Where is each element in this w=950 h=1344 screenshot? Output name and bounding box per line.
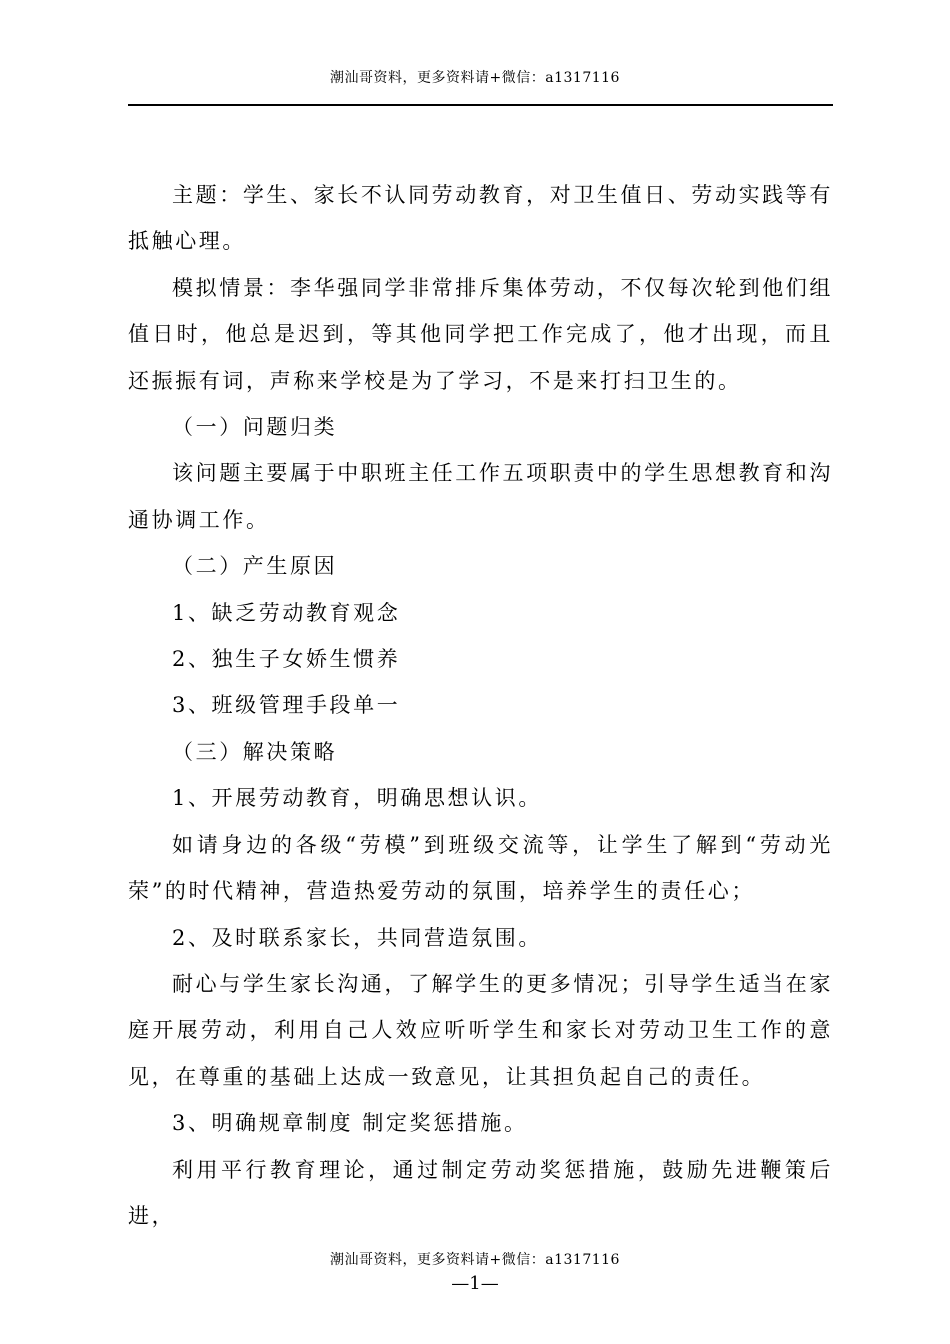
strategy-detail-3: 利用平行教育理论，通过制定劳动奖惩措施，鼓励先进鞭策后进， [128, 1157, 833, 1228]
section-heading-problem-classification: （一）问题归类 [172, 415, 338, 440]
paragraph-classification: 该问题主要属于中职班主任工作五项职责中的学生思想教育和沟通协调工作。 [128, 461, 833, 532]
strategy-heading-1: 1、开展劳动教育，明确思想认识。 [172, 786, 542, 811]
header-divider [128, 104, 833, 106]
cause-item-1: 1、缺乏劳动教育观念 [172, 600, 401, 625]
page-number: —1— [451, 1273, 499, 1294]
strategy-heading-3: 3、明确规章制度 制定奖惩措施。 [172, 1111, 528, 1136]
paragraph-scenario: 模拟情景：李华强同学非常排斥集体劳动，不仅每次轮到他们组值日时，他总是迟到，等其他同学把工作完成了，他才出现，而且还振振有词，声称来学校是为了学习，不是来打扫卫生的。 [128, 275, 833, 393]
section-heading-strategies: （三）解决策略 [172, 739, 338, 764]
page-footer: 潮汕哥资料，更多资料请+微信：a1317116 [330, 1252, 620, 1268]
cause-item-2: 2、独生子女娇生惯养 [172, 647, 401, 672]
document-body [128, 172, 833, 1239]
strategy-detail-2: 耐心与学生家长沟通，了解学生的更多情况；引导学生适当在家庭开展劳动，利用自己人效应听听学生和家长对劳动卫生工作的意见，在尊重的基础上达成一致意见，让其担负起自己的责任。 [128, 971, 833, 1089]
strategy-detail-1: 如请身边的各级“劳模”到班级交流等，让学生了解到“劳动光荣”的时代精神，营造热爱劳动的氛围，培养学生的责任心； [128, 832, 833, 904]
cause-item-3: 3、班级管理手段单一 [172, 693, 401, 718]
page-header: 潮汕哥资料，更多资料请+微信：a1317116 [330, 70, 620, 86]
paragraph-topic: 主题：学生、家长不认同劳动教育，对卫生值日、劳动实践等有抵触心理。 [128, 183, 833, 254]
strategy-heading-2: 2、及时联系家长，共同营造氛围。 [172, 925, 542, 950]
section-heading-causes: （二）产生原因 [172, 554, 338, 579]
